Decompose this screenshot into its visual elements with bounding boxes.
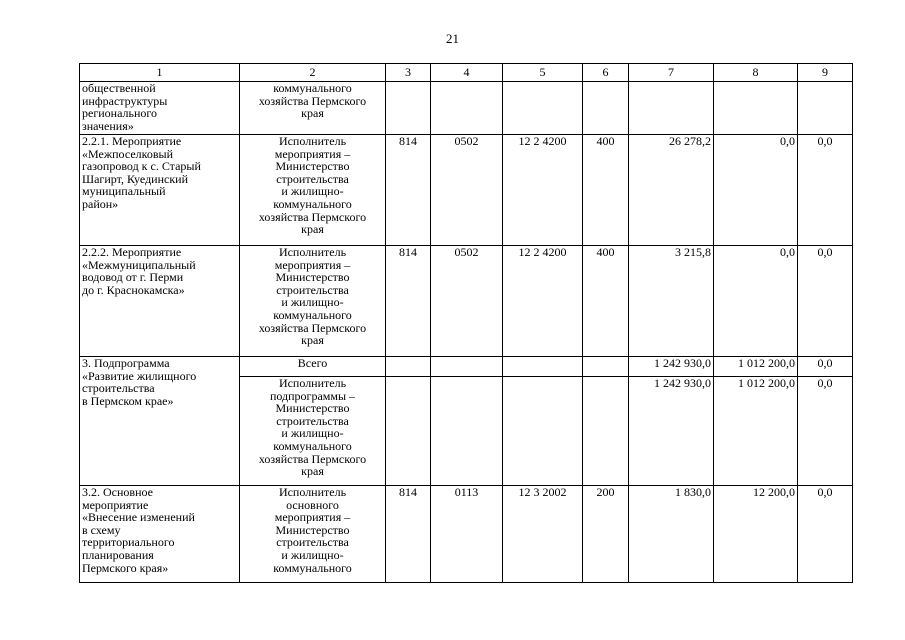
col9-cell: 0,0 xyxy=(798,377,853,486)
col4-cell xyxy=(431,82,503,135)
header-col-9: 9 xyxy=(798,64,853,82)
header-col-2: 2 xyxy=(240,64,386,82)
header-col-7: 7 xyxy=(629,64,714,82)
col7-cell: 1 242 930,0 xyxy=(629,377,714,486)
col9-cell: 0,0 xyxy=(798,486,853,583)
table-row xyxy=(80,246,853,357)
col6-cell: 400 xyxy=(583,135,629,246)
table-row xyxy=(80,357,853,377)
col5-cell: 12 3 2002 xyxy=(503,486,583,583)
header-row xyxy=(80,64,853,82)
executor-text: Всего xyxy=(297,356,328,370)
col8-cell: 1 012 200,0 xyxy=(714,377,798,486)
col4-cell: 0113 xyxy=(431,486,503,583)
col3-cell: 814 xyxy=(386,135,431,246)
col7-cell xyxy=(629,82,714,135)
header-col-8: 8 xyxy=(714,64,798,82)
header-col-5: 5 xyxy=(503,64,583,82)
col8-cell: 1 012 200,0 xyxy=(714,357,798,377)
col8-cell: 0,0 xyxy=(714,135,798,246)
col3-cell: 814 xyxy=(386,486,431,583)
measure-name-cell xyxy=(80,246,240,357)
header-col-1: 1 xyxy=(80,64,240,82)
executor-text: коммунального хозяйства Пермского края xyxy=(258,81,367,121)
table-row xyxy=(80,135,853,246)
col5-cell xyxy=(503,357,583,377)
executor-text: Исполнитель основного мероприятия – Министерство строительства и жилищно- коммунального xyxy=(273,485,352,575)
budget-table xyxy=(79,63,853,583)
measure-name: общественной инфраструктуры регионального значения» xyxy=(82,81,168,133)
executor-cell xyxy=(240,377,386,486)
col9-cell: 0,0 xyxy=(798,246,853,357)
col4-cell xyxy=(431,377,503,486)
col8-cell xyxy=(714,82,798,135)
col3-cell xyxy=(386,377,431,486)
col9-cell: 0,0 xyxy=(798,357,853,377)
executor-text: Исполнитель мероприятия – Министерство строительства и жилищно- коммунального хозяйства Пермского края xyxy=(258,134,367,237)
col5-cell xyxy=(503,82,583,135)
executor-cell xyxy=(240,357,386,377)
executor-cell xyxy=(240,486,386,583)
page-number: 21 xyxy=(446,31,459,46)
executor-text: Исполнитель подпрограммы – Министерство строительства и жилищно- коммунального хозяйства Пермского края xyxy=(258,376,367,479)
header-col-6: 6 xyxy=(583,64,629,82)
col6-cell xyxy=(583,357,629,377)
col8-cell: 12 200,0 xyxy=(714,486,798,583)
measure-name: 3. Подпрограмма «Развитие жилищного строительства в Пермском крае» xyxy=(82,356,197,408)
executor-cell xyxy=(240,246,386,357)
header-col-3: 3 xyxy=(386,64,431,82)
col7-cell: 1 830,0 xyxy=(629,486,714,583)
col6-cell xyxy=(583,82,629,135)
col7-cell: 26 278,2 xyxy=(629,135,714,246)
measure-name-cell xyxy=(80,357,240,486)
header-col-4: 4 xyxy=(431,64,503,82)
col5-cell: 12 2 4200 xyxy=(503,135,583,246)
col4-cell: 0502 xyxy=(431,246,503,357)
measure-name-cell xyxy=(80,82,240,135)
col5-cell: 12 2 4200 xyxy=(503,246,583,357)
col3-cell xyxy=(386,357,431,377)
col8-cell: 0,0 xyxy=(714,246,798,357)
col4-cell xyxy=(431,357,503,377)
measure-name: 2.2.1. Мероприятие «Межпоселковый газопровод к с. Старый Шагирт, Куединский муниципальный район» xyxy=(82,134,201,211)
col6-cell xyxy=(583,377,629,486)
table-row xyxy=(80,486,853,583)
col5-cell xyxy=(503,377,583,486)
executor-text: Исполнитель мероприятия – Министерство строительства и жилищно- коммунального хозяйства Пермского края xyxy=(258,245,367,348)
col9-cell xyxy=(798,82,853,135)
col9-cell: 0,0 xyxy=(798,135,853,246)
col7-cell: 3 215,8 xyxy=(629,246,714,357)
col3-cell xyxy=(386,82,431,135)
col6-cell: 200 xyxy=(583,486,629,583)
measure-name-cell xyxy=(80,486,240,583)
measure-name-cell xyxy=(80,135,240,246)
col6-cell: 400 xyxy=(583,246,629,357)
table-row xyxy=(80,82,853,135)
col4-cell: 0502 xyxy=(431,135,503,246)
col7-cell: 1 242 930,0 xyxy=(629,357,714,377)
measure-name: 2.2.2. Мероприятие «Межмуниципальный водовод от г. Перми до г. Краснокамска» xyxy=(82,245,196,297)
executor-cell xyxy=(240,82,386,135)
executor-cell xyxy=(240,135,386,246)
col3-cell: 814 xyxy=(386,246,431,357)
measure-name: 3.2. Основное мероприятие «Внесение изменений в схему территориального планирования Пермского края» xyxy=(82,485,195,575)
